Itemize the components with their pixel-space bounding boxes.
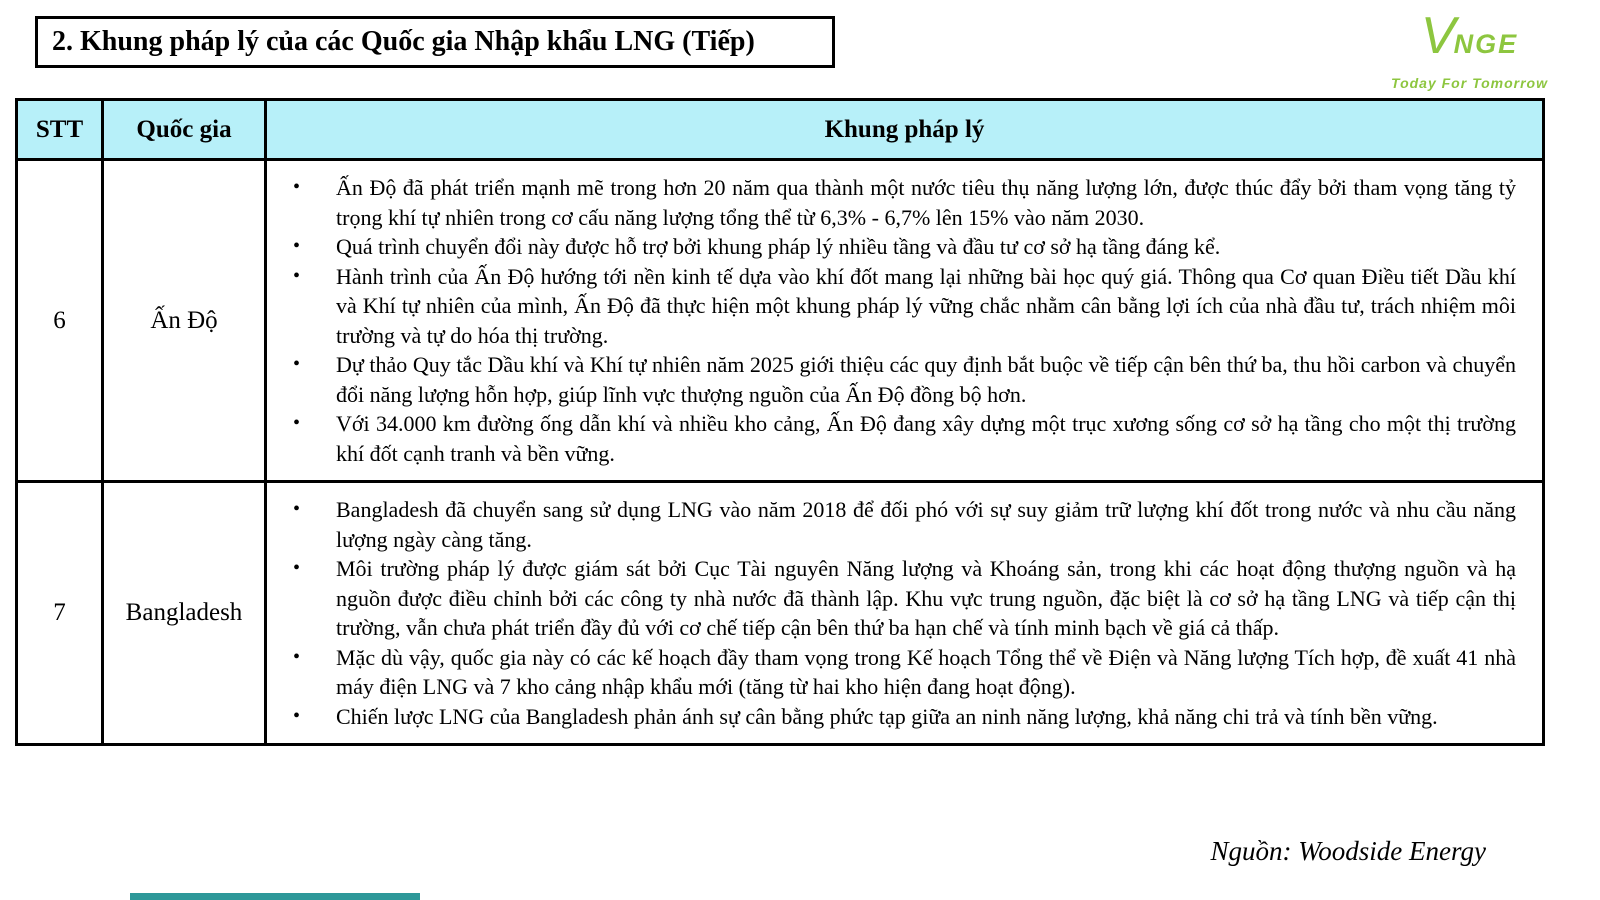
bullet-text: Quá trình chuyển đổi này được hỗ trợ bởi khung pháp lý nhiều tầng và đầu tư cơ sở hạ tầng đáng kể. — [336, 234, 1221, 259]
bullet-icon: • — [293, 235, 301, 257]
title-box — [35, 16, 835, 68]
bullet-icon: • — [293, 557, 301, 579]
legal-framework-table — [15, 98, 1545, 746]
bullet-text: Dự thảo Quy tắc Dầu khí và Khí tự nhiên năm 2025 giới thiệu các quy định bắt buộc về tiếp cận bên thứ ba, thu hồi carbon và chuyển đổi năng lượng hỗn hợp, giúp lĩnh vực thượng nguồn của Ấn Độ đồng bộ hơn. — [336, 352, 1516, 407]
vnge-logo-v: V — [1420, 7, 1454, 65]
bullet-text: Chiến lược LNG của Bangladesh phản ánh sự cân bằng phức tạp giữa an ninh năng lượng, khả năng chi trả và tính bền vững. — [336, 703, 1438, 729]
framework-cell — [266, 482, 1544, 745]
stt-cell: 6 — [17, 160, 103, 482]
list-item — [291, 495, 1516, 554]
page-title: 2. Khung pháp lý của các Quốc gia Nhập khẩu LNG (Tiếp) — [52, 26, 755, 57]
list-item — [291, 173, 1516, 232]
bullet-text: Ấn Độ đã phát triển mạnh mẽ trong hơn 20 năm qua thành một nước tiêu thụ năng lượng lớn, được thúc đẩy bởi tham vọng tăng tỷ trọng khí tự nhiên trong cơ cấu năng lượng tổng thể từ 6,3% - 6,7% lên 15% vào năm 2030. — [336, 175, 1516, 230]
list-item — [291, 702, 1516, 732]
bullet-text: Môi trường pháp lý được giám sát bởi Cục Tài nguyên Năng lượng và Khoáng sản, trong khi các hoạt động thượng nguồn và hạ nguồn được điều chỉnh bởi các công ty nhà nước đã thành lập. Khu vực trung nguồn, đặc biệt là cơ sở hạ tầng LNG và tiếp cận thị trường, vẫn chưa phát triển đầy đủ với cơ chế tiếp cận bên thứ ba hạn chế và tính minh bạch về giá cả thấp. — [336, 556, 1516, 640]
bullet-text: Hành trình của Ấn Độ hướng tới nền kinh tế dựa vào khí đốt mang lại những bài học quý giá. Thông qua Cơ quan Điều tiết Dầu khí và Khí tự nhiên của mình, Ấn Độ đã thực hiện một khung pháp lý vững chắc nhằm cân bằng lợi ích của nhà đầu tư, trách nhiệm môi trường và tự do hóa thị trường. — [336, 263, 1516, 348]
bullet-icon: • — [293, 176, 301, 198]
stt-cell: 7 — [17, 482, 103, 745]
col-header-stt: STT — [17, 100, 103, 160]
bullet-icon: • — [293, 412, 301, 434]
framework-cell — [266, 160, 1544, 482]
bullet-list — [291, 173, 1516, 468]
bullet-icon: • — [293, 704, 301, 727]
source-caption: Nguồn: Woodside Energy — [1210, 836, 1486, 866]
list-item — [291, 554, 1516, 643]
bullet-text: Mặc dù vậy, quốc gia này có các kế hoạch đầy tham vọng trong Kế hoạch Tổng thể về Điện và Năng lượng Tích hợp, đề xuất 41 nhà máy điện LNG và 7 kho cảng nhập khẩu mới (tăng từ hai kho hiện đang hoạt động). — [336, 644, 1516, 699]
table-row-bangladesh — [17, 482, 1544, 745]
country-cell: Bangladesh — [103, 482, 266, 745]
bullet-text: Với 34.000 km đường ống dẫn khí và nhiều kho cảng, Ấn Độ đang xây dựng một trục xương sống cơ sở hạ tầng cho một thị trường khí đốt cạnh tranh và bền vững. — [336, 411, 1516, 466]
col-header-country: Quốc gia — [103, 100, 266, 160]
list-item — [291, 262, 1516, 351]
list-item — [291, 350, 1516, 409]
vnge-logo-nge: NGE — [1453, 29, 1519, 59]
bullet-list — [291, 495, 1516, 731]
bullet-icon: • — [293, 264, 301, 287]
table-row-india — [17, 160, 1544, 482]
list-item — [291, 232, 1516, 262]
list-item — [291, 409, 1516, 468]
accent-bar — [130, 893, 420, 900]
vnge-logo-wordmark — [1391, 7, 1548, 71]
table-header-row — [17, 100, 1544, 160]
list-item — [291, 643, 1516, 702]
vnge-logo — [1391, 7, 1548, 91]
country-cell: Ấn Độ — [103, 160, 266, 482]
bullet-icon: • — [293, 353, 301, 375]
vnge-logo-tagline: Today For Tomorrow — [1391, 75, 1548, 91]
bullet-text: Bangladesh đã chuyển sang sử dụng LNG vào năm 2018 để đối phó với sự suy giảm trữ lượng khí đốt trong nước và nhu cầu năng lượng ngày càng tăng. — [336, 497, 1516, 552]
bullet-icon: • — [293, 498, 301, 520]
bullet-icon: • — [293, 645, 301, 668]
col-header-framework: Khung pháp lý — [266, 100, 1544, 160]
